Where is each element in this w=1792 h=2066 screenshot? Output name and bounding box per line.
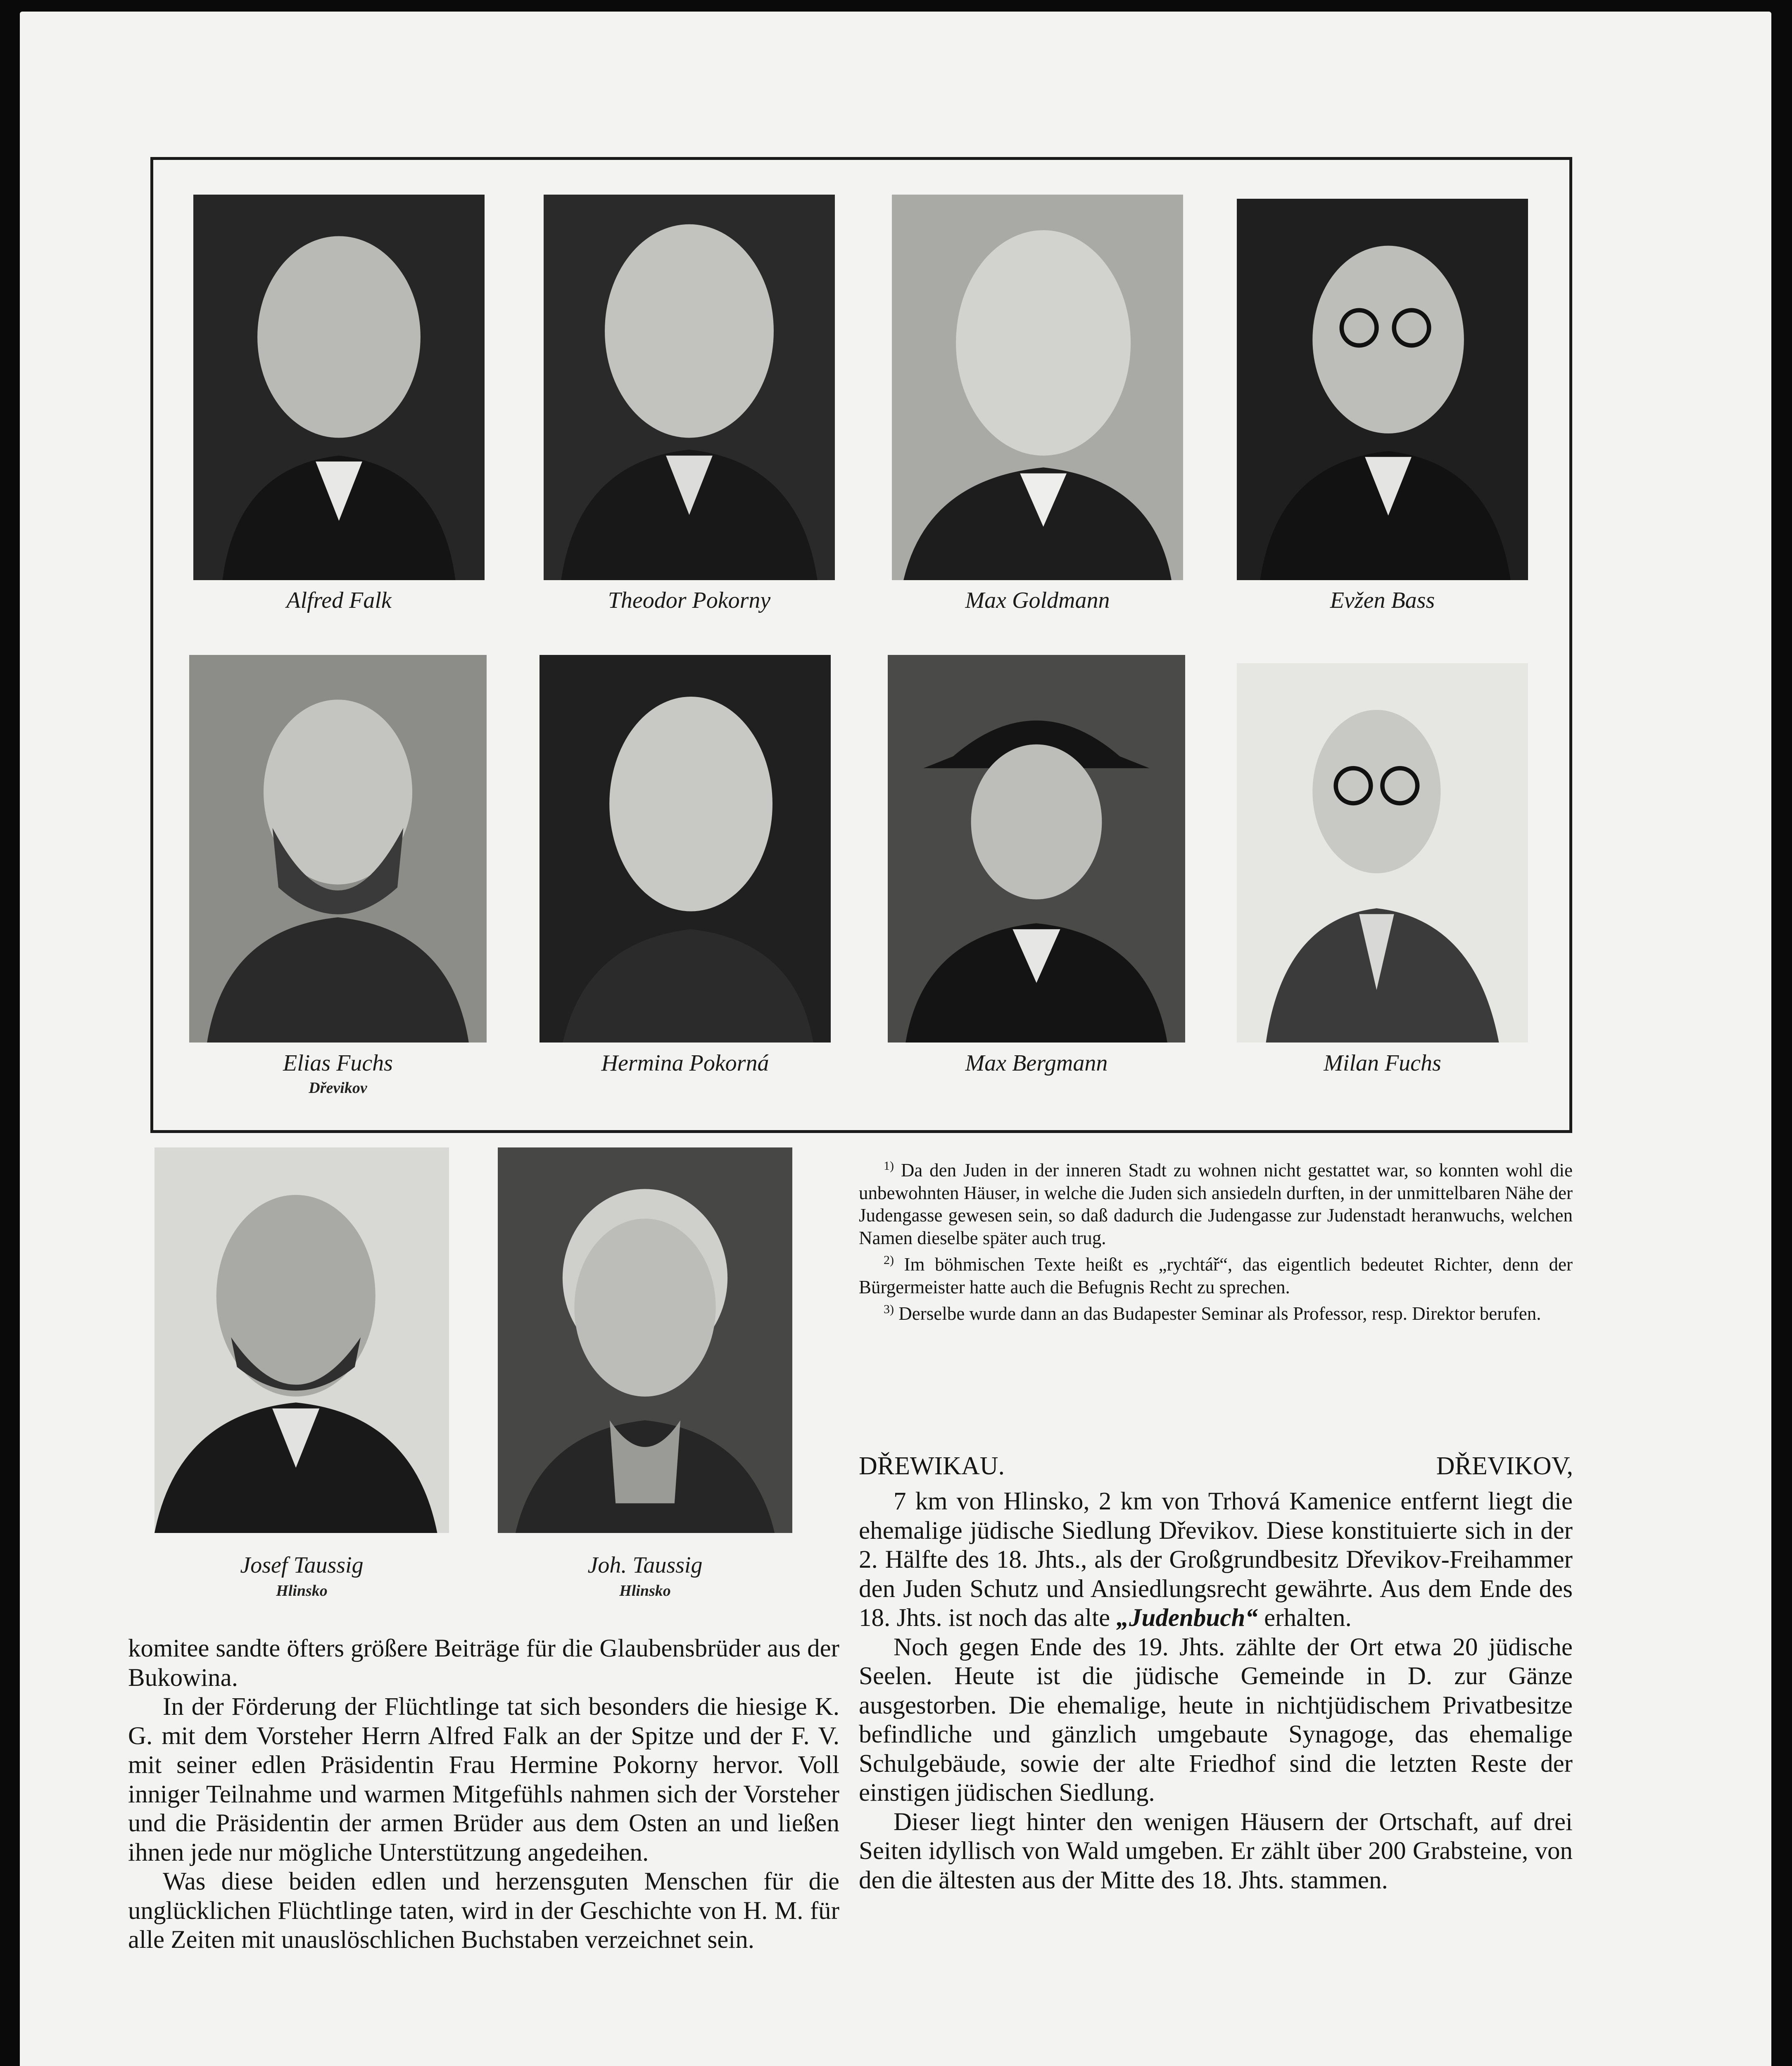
caption-hermina-pokorna: Hermina Pokorná	[601, 1050, 769, 1076]
footnote-1: $^{1)}$ Da den Juden in der inneren Stadt zu wohnen nicht gestattet war, so konnten wohl die unbewohnten Häuser, in welche die Juden sich ansiedeln durften, in der unmittelbaren Nähe der Judengasse gewesen sein, so daß dadurch die Judengasse zur Judenstadt heranwuchs, welchen Namen dieselbe später auch trug.	[859, 1159, 1573, 1248]
portrait-evzen-bass	[1237, 199, 1528, 580]
article-paragraph-3: Dieser liegt hinter den wenigen Häusern der Ortschaft, auf drei Seiten idyllisch von Wald umgeben. Er zählt über 200 Grabsteine, von den die ältesten aus der Mitte des 18. Jhts. stammen.	[859, 1808, 1573, 1894]
caption-milan-fuchs: Milan Fuchs	[1324, 1050, 1441, 1076]
article-body	[859, 1487, 1573, 1895]
portrait-theodor-pokorny	[544, 195, 835, 580]
caption-alfred-falk: Alfred Falk	[286, 588, 392, 613]
footnote-3: $^{3)}$ Derselbe wurde dann an das Budapester Seminar als Professor, resp. Direktor berufen.	[884, 1302, 1541, 1324]
place-joh-taussig: Hlinsko	[619, 1582, 671, 1599]
portrait-elias-fuchs	[189, 655, 487, 1043]
portrait-joh-taussig	[498, 1147, 792, 1533]
caption-evzen-bass: Evžen Bass	[1330, 588, 1435, 613]
left-paragraph-2: In der Förderung der Flüchtlinge tat sich besonders die hiesige K. G. mit dem Vorsteher Herrn Alfred Falk an der Spitze und der F. V. mit seiner edlen Präsidentin Frau Hermine Pokorny hervor. Voll inniger Teilnahme und warmen Mitgefühls nahmen sich der Vorsteher und die Präsidentin der armen Brüder aus dem Osten an und ließen ihnen jede nur mögliche Unterstützung angedeihen.	[128, 1693, 839, 1866]
left-paragraph-3: Was diese beiden edlen und herzensguten Menschen für die unglücklichen Flüchtlinge taten, wird in der Geschichte von H. M. für alle Zeiten mit unauslöschlichen Buchstaben verzeichnet sein.	[128, 1868, 839, 1954]
caption-elias-fuchs: Elias Fuchs	[283, 1050, 393, 1076]
caption-max-goldmann: Max Goldmann	[965, 588, 1110, 613]
article-heading-de: DŘEWIKAU.	[859, 1452, 1005, 1480]
portrait-max-bergmann	[888, 655, 1185, 1043]
left-column-text	[128, 1634, 839, 1955]
portrait-alfred-falk	[193, 195, 485, 580]
portrait-josef-taussig	[154, 1147, 449, 1533]
left-paragraph-1: komitee sandte öfters größere Beiträge für die Glaubensbrüder aus der Bukowina.	[128, 1635, 839, 1692]
place-elias-fuchs: Dřevikov	[309, 1079, 367, 1097]
article-paragraph-2: Noch gegen Ende des 19. Jhts. zählte der Ort etwa 20 jüdische Seelen. Heute ist die jüdische Gemeinde in D. zur Gänze ausgestorben. Die ehemalige, heute in nichtjüdischem Privatbesitze befindliche und gänzlich umgebaute Synagoge, das ehemalige Schulgebäude, sowie der alte Friedhof sind die letzten Reste der einstigen jüdischen Siedlung.	[859, 1633, 1573, 1807]
footnotes	[859, 1155, 1573, 1325]
caption-joh-taussig: Joh. Taussig	[587, 1552, 703, 1578]
portrait-hermina-pokorna	[540, 655, 831, 1043]
article-heading-cz: DŘEVIKOV,	[1436, 1452, 1573, 1480]
document-page	[20, 12, 1771, 2066]
portrait-milan-fuchs	[1237, 663, 1528, 1043]
caption-josef-taussig: Josef Taussig	[240, 1552, 364, 1578]
place-josef-taussig: Hlinsko	[276, 1582, 328, 1599]
caption-theodor-pokorny: Theodor Pokorny	[608, 588, 771, 613]
article-paragraph-1: 7 km von Hlinsko, 2 km von Trhová Kamenice entfernt liegt die ehemalige jüdische Siedlung Dřevikov. Diese konstituierte sich in der 2. Hälfte des 18. Jhts., als der Großgrundbesitz Dřevikov-Freihammer den Juden Schutz und Ansiedlungsrecht gewährte. Aus dem Ende des 18. Jhts. ist noch das alte „Judenbuch“ erhalten.	[859, 1488, 1573, 1632]
portrait-max-goldmann	[892, 195, 1183, 580]
caption-max-bergmann: Max Bergmann	[965, 1050, 1108, 1076]
footnote-2: $^{2)}$ Im böhmischen Texte heißt es „rychtář“, das eigentlich bedeutet Richter, denn der Bürgermeister hatte auch die Befugnis Recht zu sprechen.	[859, 1253, 1573, 1297]
